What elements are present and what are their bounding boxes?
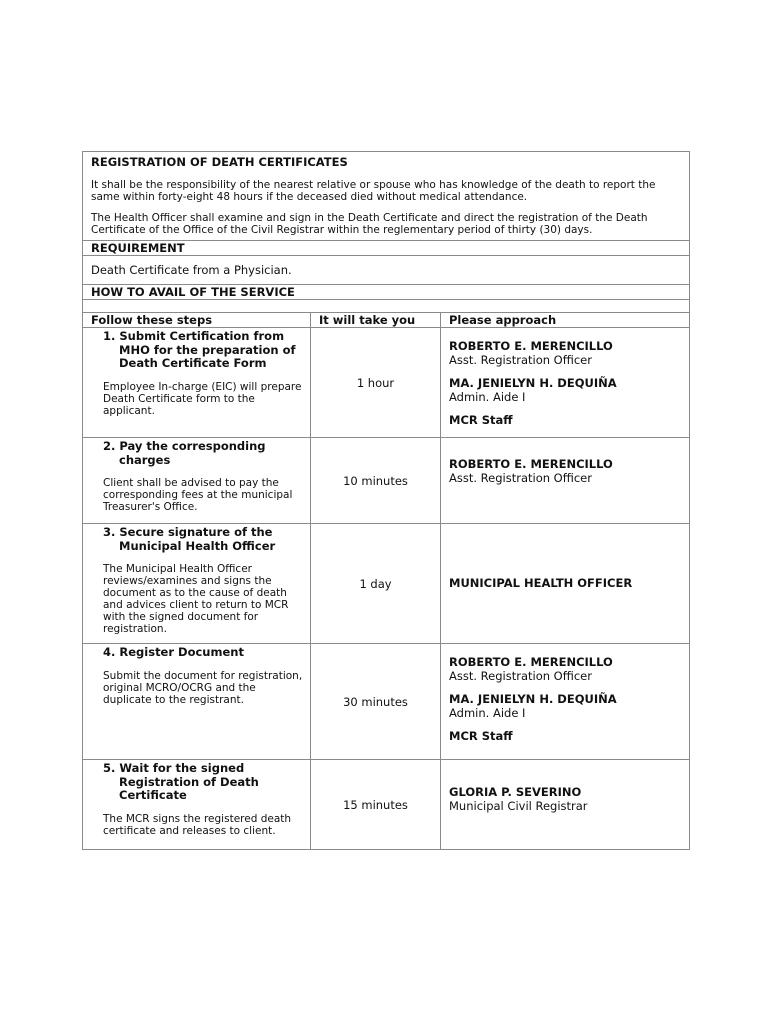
contact-role: Municipal Civil Registrar (449, 798, 588, 813)
step-description: Client shall be advised to pay the corresponding fees at the municipal Treasurer's Office. (103, 477, 293, 513)
duration-value: 15 minutes (343, 797, 408, 812)
step-number: 5. (103, 761, 116, 775)
table-row (83, 328, 689, 438)
step-title-text: Submit Certification from MHO for the preparation of Death Certificate Form (119, 329, 296, 370)
contact-role: Admin. Aide I (449, 705, 526, 720)
approach-cell (441, 644, 689, 760)
duration-value: 1 day (359, 576, 392, 591)
table-row (83, 438, 689, 524)
contact-name: ROBERTO E. MERENCILLO (449, 339, 613, 353)
spacer-row (83, 300, 689, 313)
step-title (103, 646, 304, 660)
step-title-text: Secure signature of the Municipal Health Officer (119, 525, 276, 553)
step-title (103, 330, 304, 371)
column-header-time: It will take you (311, 313, 441, 328)
duration-value: 10 minutes (343, 473, 408, 488)
contact-role: Asst. Registration Officer (449, 352, 592, 367)
contact-name: GLORIA P. SEVERINO (449, 785, 582, 799)
step-number: 4. (103, 645, 116, 659)
contact-name: MCR Staff (449, 729, 513, 743)
step-title-text: Pay the corresponding charges (119, 439, 266, 467)
requirement-heading: REQUIREMENT (83, 241, 689, 256)
contact-role: Asst. Registration Officer (449, 668, 592, 683)
intro-paragraph-2: The Health Officer shall examine and sign in the Death Certificate and direct the registration of the Death Certificate of the Office of the Civil Registrar within the reglementary period of thirty (30) days. (91, 212, 648, 236)
step-cell (83, 760, 311, 849)
duration-value: 30 minutes (343, 694, 408, 709)
step-description: The MCR signs the registered death certificate and releases to client. (103, 812, 292, 837)
requirement-text: Death Certificate from a Physician. (83, 256, 689, 285)
contact-role: Admin. Aide I (449, 389, 526, 404)
service-table (82, 151, 690, 850)
approach-cell (441, 328, 689, 438)
duration-cell (311, 524, 441, 644)
steps-grid (83, 313, 689, 328)
steps-body (83, 328, 689, 849)
intro-paragraph-1: It shall be the responsibility of the nearest relative or spouse who has knowledge of the death to report the same within forty-eight 48 hours if the deceased died without medical attendance. (91, 179, 656, 203)
table-row (83, 644, 689, 760)
step-cell (83, 438, 311, 524)
contact-name: MA. JENIELYN H. DEQUIÑA (449, 376, 617, 390)
column-header-approach: Please approach (441, 313, 689, 328)
table-row (83, 760, 689, 849)
step-title (103, 526, 304, 553)
step-description: Employee In-charge (EIC) will prepare Death Certificate form to the applicant. (103, 380, 302, 417)
approach-cell (441, 438, 689, 524)
step-cell (83, 644, 311, 760)
step-title (103, 762, 304, 803)
table-row (83, 524, 689, 644)
step-number: 1. (103, 329, 116, 343)
contact-name: MCR Staff (449, 413, 513, 427)
duration-value: 1 hour (356, 375, 395, 390)
step-title-text: Register Document (119, 645, 244, 659)
column-header-steps: Follow these steps (83, 313, 311, 328)
step-cell (83, 328, 311, 438)
step-cell (83, 524, 311, 644)
duration-cell (311, 760, 441, 849)
step-description: The Municipal Health Officer reviews/examines and signs the document as to the cause of death and advices client to return to MCR with the signed document for registration. (103, 563, 289, 635)
step-title (103, 440, 304, 467)
approach-cell (441, 760, 689, 849)
step-description: Submit the document for registration, original MCRO/OCRG and the duplicate to the registrant. (103, 669, 303, 706)
duration-cell (311, 438, 441, 524)
approach-cell (441, 524, 689, 644)
contact-name: ROBERTO E. MERENCILLO (449, 457, 613, 471)
contact-name: MA. JENIELYN H. DEQUIÑA (449, 692, 617, 706)
step-title-text: Wait for the signed Registration of Death Certificate (119, 761, 259, 802)
duration-cell (311, 644, 441, 760)
intro-section (83, 152, 689, 241)
step-number: 2. (103, 439, 116, 453)
step-number: 3. (103, 525, 116, 539)
contact-role: Asst. Registration Officer (449, 470, 592, 485)
contact-name: ROBERTO E. MERENCILLO (449, 655, 613, 669)
contact-name: MUNICIPAL HEALTH OFFICER (449, 575, 633, 590)
service-heading: HOW TO AVAIL OF THE SERVICE (83, 285, 689, 300)
duration-cell (311, 328, 441, 438)
document-title: REGISTRATION OF DEATH CERTIFICATES (91, 155, 348, 169)
